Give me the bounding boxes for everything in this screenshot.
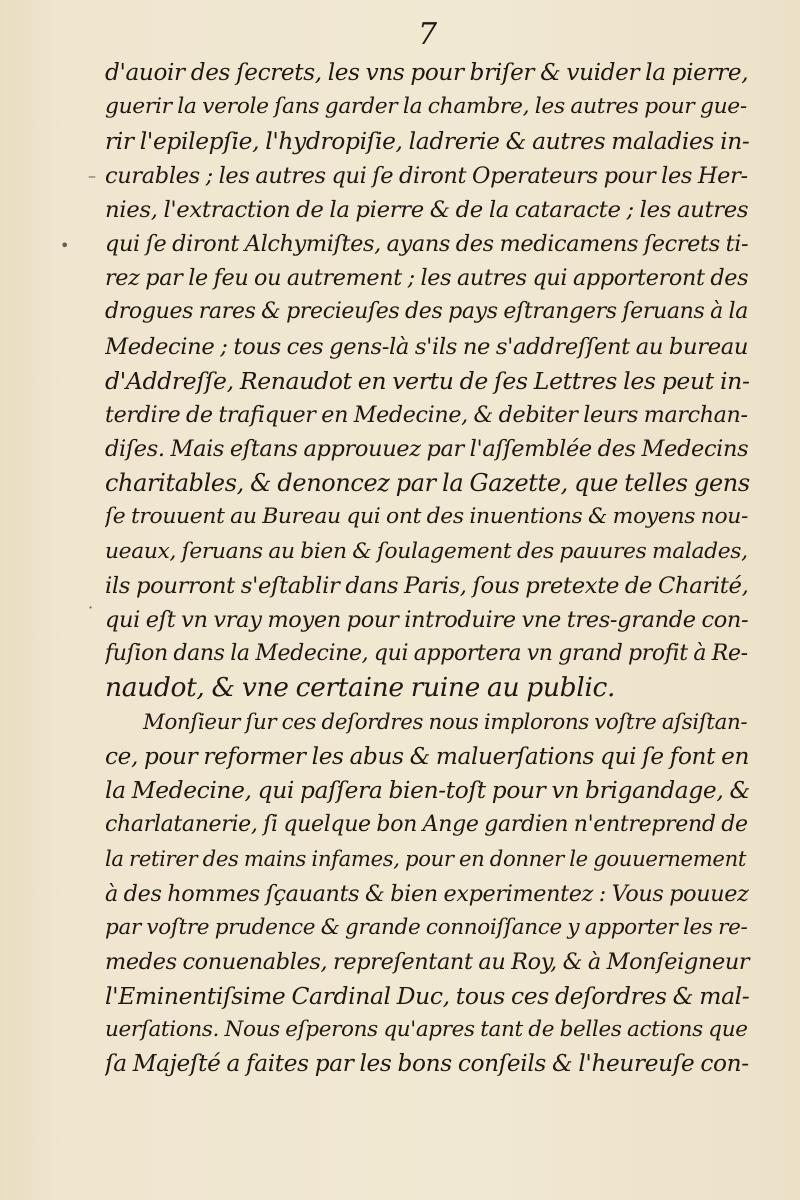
page-number: 7 [418, 17, 438, 52]
text-line: medes conuenables, repreſentant au Roy, & à Monſeigneur [105, 948, 750, 975]
text-line: ueaux, ſeruans au bien & ſoulagement des pauures malades, [105, 538, 748, 564]
text-line: à des hommes ſçauants & bien experimentez : Vous pouuez [105, 880, 749, 907]
text-line: d'auoir des ſecrets, les vns pour briſer & vuider la pierre, [105, 60, 749, 86]
text-line: par voſtre prudence & grande connoiſſance y apporter les re- [105, 914, 748, 940]
text-line: ce, pour reformer les abus & maluerſations qui ſe font en [105, 742, 750, 770]
text-line: guerir la verole ſans garder la chambre, les autres pour gue- [105, 94, 747, 120]
text-line: naudot, & vne certaine ruine au public. [105, 672, 616, 704]
text-line: nies, l'extraction de la pierre & de la cataracte ; les autres [105, 196, 749, 223]
text-line: diſes. Mais eſtans approuuez par l'aſſemblée des Medecins [105, 436, 749, 463]
text-line: d'Addreſſe, Renaudot en vertu de ſes Lettres les peut in- [105, 366, 750, 395]
text-line: qui ſe diront Alchymiſtes, ayans des medicamens ſecrets ti- [105, 230, 749, 257]
paragraph [105, 56, 755, 706]
text-line: ſa Majeſté a faites par les bons conſeils & l'heureuſe con- [105, 1050, 749, 1078]
text-line: terdire de trafiquer en Medecine, & debiter leurs marchan- [105, 401, 748, 428]
text-line: la Medecine, qui paſſera bien-toſt pour vn brigandage, & [105, 776, 750, 804]
text-line: Medecine ; tous ces gens-là s'ils ne s'addreſſent au bureau [105, 333, 749, 360]
body-text [105, 56, 755, 1082]
text-line: l'Eminentiſsime Cardinal Duc, tous ces deſordres & mal- [105, 982, 750, 1011]
text-line: drogues rares & precieuſes des pays eſtrangers ſeruans à la [105, 299, 749, 325]
text-line: curables ; les autres qui ſe diront Operateurs pour les Her- [105, 162, 748, 189]
text-line: la retirer des mains infames, pour en donner le gouuernement [105, 846, 747, 872]
text-line: rez par le feu ou autrement ; les autres qui apporteront des [105, 265, 749, 292]
margin-dash: – [88, 166, 96, 185]
margin-dot: · [88, 598, 94, 617]
text-line: ſe trouuent au Bureau qui ont des inuentions & moyens nou- [105, 504, 749, 530]
text-line: Monſieur ſur ces deſordres nous implorons voſtre aſsiſtan- [143, 709, 748, 735]
paragraph [105, 706, 755, 1082]
text-line: rir l'epilepſie, l'hydropiſie, ladrerie & autres maladies in- [105, 127, 750, 156]
text-line: uerſations. Nous eſperons qu'apres tant de belles actions que [105, 1017, 748, 1043]
text-line: charlatanerie, ſi quelque bon Ange gardien n'entreprend de [105, 812, 748, 838]
text-line: qui eſt vn vray moyen pour introduire vne tres-grande con- [105, 607, 749, 633]
text-line: ils pourront s'eſtablir dans Paris, ſous pretexte de Charité, [105, 572, 749, 599]
text-line: charitables, & denoncez par la Gazette, que telles gens [105, 469, 750, 498]
margin-dot: • [60, 236, 70, 255]
text-line: fuſion dans la Medecine, qui apportera vn grand profit à Re- [105, 641, 748, 667]
